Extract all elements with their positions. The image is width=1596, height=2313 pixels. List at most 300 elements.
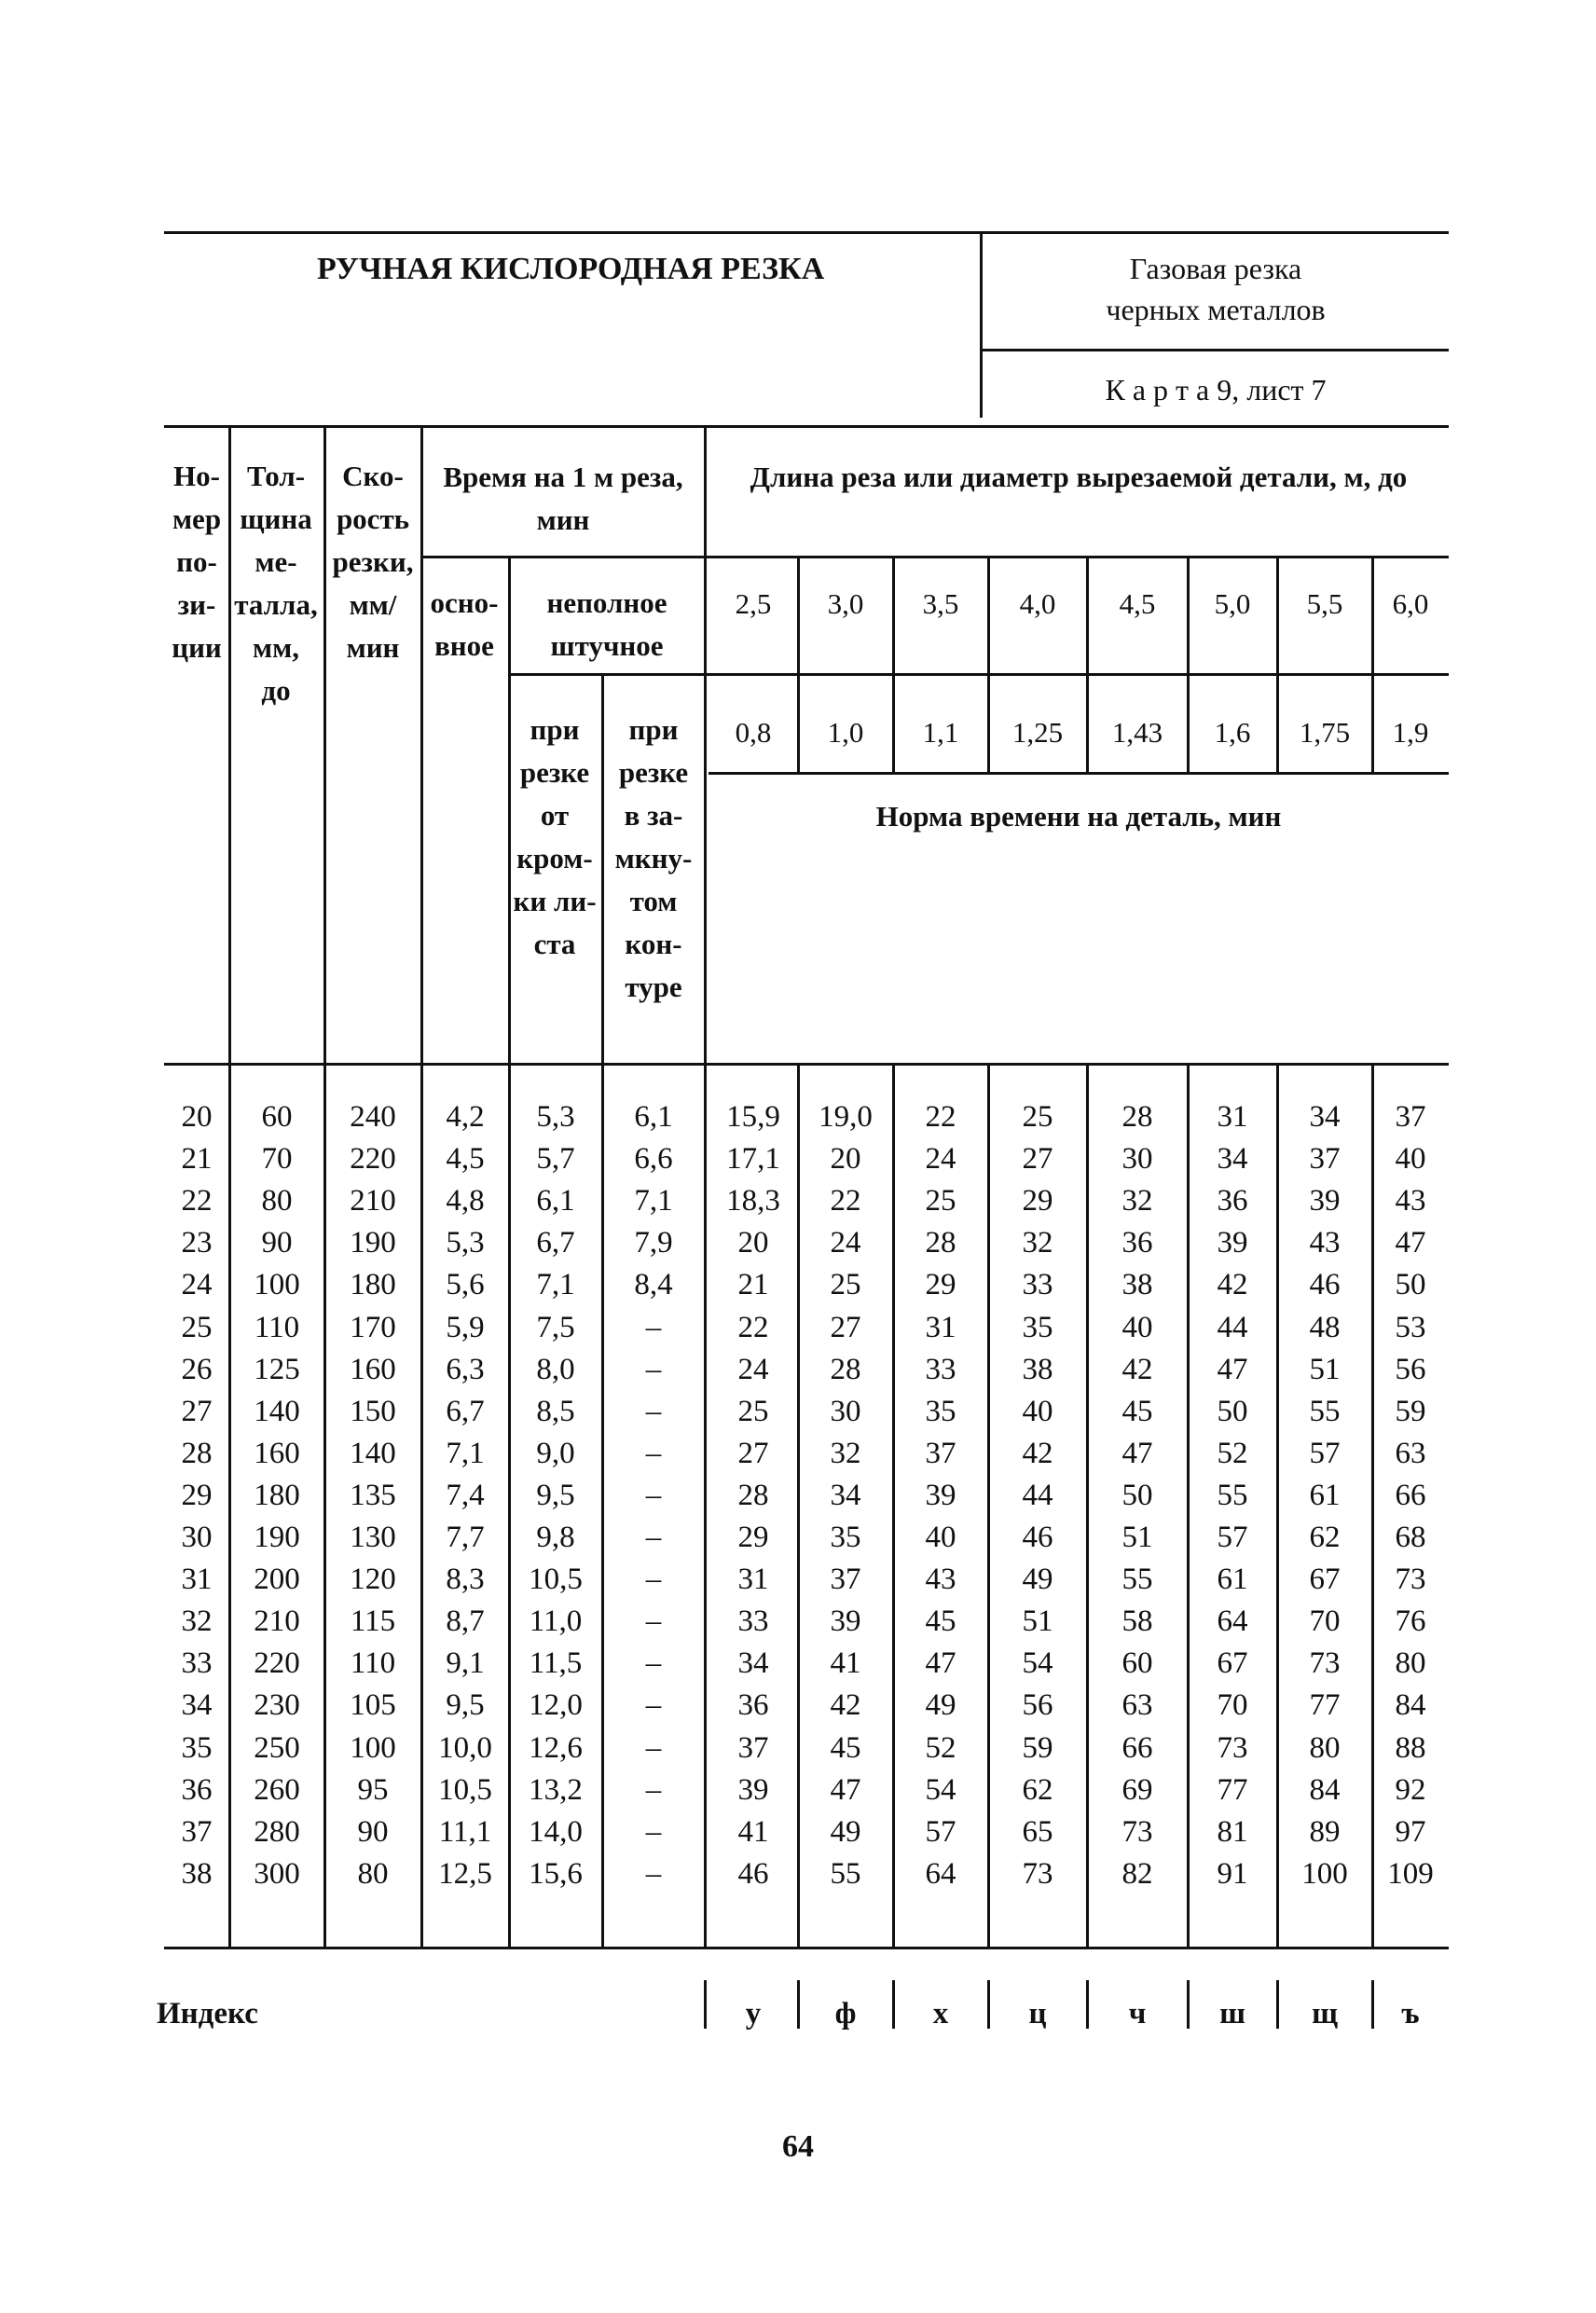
- table-cell: 24: [181, 1268, 213, 1301]
- table-cell: 56: [1395, 1353, 1426, 1386]
- table-cell: 44: [1022, 1479, 1053, 1512]
- table-cell: 84: [1309, 1773, 1341, 1807]
- table-cell: 60: [261, 1100, 293, 1134]
- index-value: ч: [1128, 1997, 1147, 2031]
- table-cell: 135: [350, 1479, 396, 1512]
- table-cell: 19,0: [819, 1100, 873, 1134]
- incomplete-header-line: штучное: [550, 629, 664, 662]
- table-cell: –: [645, 1563, 662, 1596]
- table-cell: 95: [357, 1773, 389, 1807]
- grid-line-vertical: [987, 556, 990, 772]
- table-cell: 34: [181, 1688, 213, 1722]
- table-cell: 7,4: [446, 1479, 485, 1512]
- table-cell: 32: [181, 1604, 213, 1638]
- basic-header-line: осно-: [430, 586, 499, 619]
- closed-contour-header-line: кон-: [625, 928, 682, 960]
- edge-cut-header-line: ста: [533, 928, 576, 960]
- table-cell: 160: [254, 1437, 300, 1470]
- col-group-time-per-meter: Время на 1 м реза,: [443, 461, 683, 493]
- table-cell: 100: [254, 1268, 300, 1301]
- col-header-incomplete: [509, 582, 705, 668]
- table-cell: 15,6: [529, 1857, 583, 1891]
- table-cell: 29: [737, 1521, 769, 1554]
- table-cell: 10,5: [529, 1563, 583, 1596]
- card-number: К а р т а 9, лист 7: [1105, 373, 1327, 406]
- table-cell: 25: [181, 1311, 213, 1344]
- table-cell: 80: [1395, 1646, 1426, 1680]
- table-cell: 80: [261, 1184, 293, 1218]
- table-cell: 24: [737, 1353, 769, 1386]
- table-cell: 77: [1309, 1688, 1341, 1722]
- table-cell: 200: [254, 1563, 300, 1596]
- table-cell: 115: [350, 1604, 396, 1638]
- table-cell: 6,3: [446, 1353, 485, 1386]
- index-value: х: [932, 1997, 949, 2031]
- table-cell: 73: [1121, 1815, 1153, 1849]
- table-cell: 20: [830, 1142, 861, 1176]
- table-cell: 35: [830, 1521, 861, 1554]
- table-bottom-rule: [164, 1947, 1449, 1949]
- closed-contour-header-line: мкну-: [614, 842, 693, 874]
- position-number-header-line: зи-: [177, 588, 216, 621]
- table-cell: 12,6: [529, 1731, 583, 1765]
- coefficient-value: 1,75: [1299, 716, 1351, 749]
- table-cell: 5,9: [446, 1311, 485, 1344]
- speed-header-line: резки,: [332, 545, 414, 578]
- table-cell: 65: [1022, 1815, 1053, 1849]
- table-cell: 22: [830, 1184, 861, 1218]
- table-cell: –: [645, 1311, 662, 1344]
- table-cell: 61: [1309, 1479, 1341, 1512]
- table-cell: 89: [1309, 1815, 1341, 1849]
- table-cell: 8,0: [536, 1353, 575, 1386]
- table-cell: 260: [254, 1773, 300, 1807]
- table-cell: 57: [1309, 1437, 1341, 1470]
- page-number: 64: [782, 2129, 814, 2164]
- table-cell: 29: [181, 1479, 213, 1512]
- table-cell: –: [645, 1646, 662, 1680]
- table-cell: 37: [1395, 1100, 1426, 1134]
- table-cell: 48: [1309, 1311, 1341, 1344]
- edge-cut-header-line: ки ли-: [513, 885, 597, 917]
- table-cell: 28: [830, 1353, 861, 1386]
- table-cell: 9,5: [536, 1479, 575, 1512]
- table-cell: 29: [925, 1268, 956, 1301]
- table-cell: 59: [1022, 1731, 1053, 1765]
- rule-time-sub: [421, 556, 1449, 558]
- table-cell: 7,9: [634, 1226, 673, 1260]
- table-cell: 37: [830, 1563, 861, 1596]
- table-cell: 42: [1022, 1437, 1053, 1470]
- table-cell: 64: [925, 1857, 956, 1891]
- table-cell: 34: [830, 1479, 861, 1512]
- table-cell: 46: [1022, 1521, 1053, 1554]
- table-cell: 36: [1121, 1226, 1153, 1260]
- index-value: ъ: [1401, 1997, 1420, 2031]
- col-header-speed: [324, 455, 421, 669]
- table-cell: 45: [1121, 1395, 1153, 1428]
- table-cell: 70: [1217, 1688, 1248, 1722]
- table-cell: 7,1: [634, 1184, 673, 1218]
- table-cell: –: [645, 1688, 662, 1722]
- table-cell: 62: [1022, 1773, 1053, 1807]
- table-cell: 40: [1121, 1311, 1153, 1344]
- table-cell: 13,2: [529, 1773, 583, 1807]
- table-cell: 180: [254, 1479, 300, 1512]
- table-cell: 39: [1217, 1226, 1248, 1260]
- table-cell: 34: [1309, 1100, 1341, 1134]
- table-cell: 29: [1022, 1184, 1053, 1218]
- table-cell: 76: [1395, 1604, 1426, 1638]
- index-value: ф: [834, 1997, 857, 2031]
- table-cell: 105: [350, 1688, 396, 1722]
- table-cell: 21: [737, 1268, 769, 1301]
- table-cell: 8,7: [446, 1604, 485, 1638]
- table-cell: 43: [1395, 1184, 1426, 1218]
- table-cell: 50: [1395, 1268, 1426, 1301]
- coefficient-value: 1,43: [1111, 716, 1163, 749]
- table-cell: 91: [1217, 1857, 1248, 1891]
- rule-incomplete-sub: [509, 673, 1449, 676]
- table-cell: 25: [925, 1184, 956, 1218]
- table-cell: 6,7: [536, 1226, 575, 1260]
- table-cell: 33: [737, 1604, 769, 1638]
- table-cell: 77: [1217, 1773, 1248, 1807]
- table-cell: 81: [1217, 1815, 1248, 1849]
- table-cell: 54: [925, 1773, 956, 1807]
- table-cell: 220: [254, 1646, 300, 1680]
- table-cell: 12,5: [438, 1857, 492, 1891]
- table-cell: 90: [261, 1226, 293, 1260]
- thickness-header-line: до: [261, 674, 291, 707]
- speed-header-line: рость: [336, 503, 410, 535]
- table-cell: 100: [350, 1731, 396, 1765]
- table-cell: 27: [1022, 1142, 1053, 1176]
- table-cell: 49: [1022, 1563, 1053, 1596]
- table-cell: 38: [1022, 1353, 1053, 1386]
- table-cell: 47: [1121, 1437, 1153, 1470]
- edge-cut-header-line: при: [530, 713, 580, 746]
- coefficient-value: 1,9: [1392, 716, 1429, 749]
- table-cell: 31: [737, 1563, 769, 1596]
- table-cell: 140: [254, 1395, 300, 1428]
- table-cell: 125: [254, 1353, 300, 1386]
- table-cell: 70: [261, 1142, 293, 1176]
- incomplete-header-line: неполное: [546, 586, 667, 619]
- table-cell: 9,1: [446, 1646, 485, 1680]
- index-value: щ: [1312, 1997, 1338, 2031]
- table-cell: 27: [181, 1395, 213, 1428]
- table-cell: 27: [737, 1437, 769, 1470]
- table-cell: 220: [350, 1142, 396, 1176]
- table-cell: 20: [737, 1226, 769, 1260]
- table-cell: 63: [1121, 1688, 1153, 1722]
- col-group-length: Длина реза или диаметр вырезаемой детали, м, до: [750, 461, 1408, 493]
- table-cell: 5,6: [446, 1268, 485, 1301]
- table-cell: 10,5: [438, 1773, 492, 1807]
- table-cell: 38: [181, 1857, 213, 1891]
- table-cell: 280: [254, 1815, 300, 1849]
- table-cell: 37: [925, 1437, 956, 1470]
- table-cell: 21: [181, 1142, 213, 1176]
- grid-line-vertical: [1086, 556, 1089, 772]
- table-cell: 30: [181, 1521, 213, 1554]
- table-cell: 7,5: [536, 1311, 575, 1344]
- closed-contour-header-line: в за-: [624, 799, 683, 832]
- table-cell: 5,7: [536, 1142, 575, 1176]
- table-cell: 80: [357, 1857, 389, 1891]
- table-cell: 52: [1217, 1437, 1248, 1470]
- thickness-header-line: ме-: [255, 545, 297, 578]
- table-cell: 49: [925, 1688, 956, 1722]
- table-cell: 51: [1121, 1521, 1153, 1554]
- table-cell: 8,3: [446, 1563, 485, 1596]
- position-number-header-line: по-: [176, 545, 217, 578]
- table-cell: 10,0: [438, 1731, 492, 1765]
- table-cell: 61: [1217, 1563, 1248, 1596]
- table-cell: 37: [1309, 1142, 1341, 1176]
- table-cell: 47: [1395, 1226, 1426, 1260]
- table-cell: 26: [181, 1353, 213, 1386]
- col-header-closed-contour: [602, 709, 705, 1009]
- table-cell: 6,1: [634, 1100, 673, 1134]
- table-cell: 36: [1217, 1184, 1248, 1218]
- closed-contour-header-line: туре: [625, 971, 682, 1003]
- col-header-position-number: [164, 455, 229, 669]
- table-cell: 56: [1022, 1688, 1053, 1722]
- table-cell: 23: [181, 1226, 213, 1260]
- document-title: РУЧНАЯ КИСЛОРОДНАЯ РЕЗКА: [317, 252, 825, 286]
- table-cell: 51: [1022, 1604, 1053, 1638]
- table-cell: 230: [254, 1688, 300, 1722]
- grid-line-vertical: [1371, 556, 1374, 772]
- table-cell: 28: [1121, 1100, 1153, 1134]
- table-cell: 47: [925, 1646, 956, 1680]
- table-cell: 68: [1395, 1521, 1426, 1554]
- table-cell: 17,1: [726, 1142, 780, 1176]
- coefficient-value: 1,1: [922, 716, 959, 749]
- table-cell: 28: [925, 1226, 956, 1260]
- col-group-time-unit: мин: [536, 503, 590, 536]
- table-cell: 20: [181, 1100, 213, 1134]
- table-cell: 67: [1217, 1646, 1248, 1680]
- edge-cut-header-line: кром-: [516, 842, 593, 874]
- length-value: 4,0: [1019, 587, 1056, 620]
- table-cell: 6,1: [536, 1184, 575, 1218]
- thickness-header-line: Тол-: [246, 460, 306, 492]
- header-top-rule: [164, 231, 1449, 234]
- table-cell: 7,1: [536, 1268, 575, 1301]
- table-cell: 4,2: [446, 1100, 485, 1134]
- table-cell: 11,1: [438, 1815, 492, 1849]
- table-cell: 18,3: [726, 1184, 780, 1218]
- table-cell: 47: [830, 1773, 861, 1807]
- table-cell: 33: [181, 1646, 213, 1680]
- index-value: ц: [1028, 1997, 1047, 2031]
- rule-header-bottom: [164, 1063, 1449, 1066]
- table-cell: 84: [1395, 1688, 1426, 1722]
- table-cell: –: [645, 1773, 662, 1807]
- table-cell: 6,6: [634, 1142, 673, 1176]
- closed-contour-header-line: том: [629, 885, 678, 917]
- position-number-header-line: мер: [172, 503, 222, 535]
- table-cell: 11,5: [529, 1646, 583, 1680]
- table-cell: 82: [1121, 1857, 1153, 1891]
- table-cell: 63: [1395, 1437, 1426, 1470]
- table-cell: 22: [737, 1311, 769, 1344]
- speed-header-line: мин: [346, 631, 400, 664]
- table-cell: 7,7: [446, 1521, 485, 1554]
- table-cell: 73: [1395, 1563, 1426, 1596]
- table-cell: –: [645, 1395, 662, 1428]
- table-cell: 73: [1309, 1646, 1341, 1680]
- table-cell: 40: [925, 1521, 956, 1554]
- table-cell: –: [645, 1857, 662, 1891]
- table-cell: –: [645, 1521, 662, 1554]
- table-cell: 30: [1121, 1142, 1153, 1176]
- table-cell: 190: [350, 1226, 396, 1260]
- table-cell: 180: [350, 1268, 396, 1301]
- table-cell: 46: [1309, 1268, 1341, 1301]
- table-cell: 100: [1301, 1857, 1348, 1891]
- table-cell: 46: [737, 1857, 769, 1891]
- table-cell: 34: [737, 1646, 769, 1680]
- table-cell: 57: [925, 1815, 956, 1849]
- table-cell: 11,0: [529, 1604, 583, 1638]
- grid-line-vertical: [704, 1980, 707, 2029]
- coefficient-value: 1,0: [827, 716, 864, 749]
- table-cell: 210: [254, 1604, 300, 1638]
- table-cell: 50: [1217, 1395, 1248, 1428]
- table-cell: 53: [1395, 1311, 1426, 1344]
- table-cell: 51: [1309, 1353, 1341, 1386]
- table-cell: 43: [1309, 1226, 1341, 1260]
- category-line-1: Газовая резка: [1129, 252, 1302, 285]
- table-cell: 8,4: [634, 1268, 673, 1301]
- table-cell: 31: [1217, 1100, 1248, 1134]
- grid-line-vertical: [1187, 556, 1190, 772]
- table-cell: 8,5: [536, 1395, 575, 1428]
- table-cell: 110: [350, 1646, 396, 1680]
- table-cell: 37: [737, 1731, 769, 1765]
- table-cell: 67: [1309, 1563, 1341, 1596]
- index-value: у: [745, 1997, 762, 2031]
- table-cell: 31: [925, 1311, 956, 1344]
- table-cell: –: [645, 1479, 662, 1512]
- table-cell: –: [645, 1353, 662, 1386]
- table-cell: 43: [925, 1563, 956, 1596]
- table-cell: 25: [1022, 1100, 1053, 1134]
- table-cell: 88: [1395, 1731, 1426, 1765]
- table-cell: 28: [181, 1437, 213, 1470]
- length-value: 3,5: [922, 587, 959, 620]
- table-cell: 24: [925, 1142, 956, 1176]
- table-cell: 130: [350, 1521, 396, 1554]
- table-cell: 160: [350, 1353, 396, 1386]
- table-cell: 70: [1309, 1604, 1341, 1638]
- table-cell: 55: [1309, 1395, 1341, 1428]
- table-cell: 34: [1217, 1142, 1248, 1176]
- table-cell: 42: [1217, 1268, 1248, 1301]
- table-cell: 190: [254, 1521, 300, 1554]
- table-cell: 32: [830, 1437, 861, 1470]
- table-top-rule: [164, 425, 1449, 428]
- table-cell: 69: [1121, 1773, 1153, 1807]
- table-cell: 32: [1121, 1184, 1153, 1218]
- table-cell: 45: [925, 1604, 956, 1638]
- table-cell: 31: [181, 1563, 213, 1596]
- table-cell: 58: [1121, 1604, 1153, 1638]
- table-cell: 300: [254, 1857, 300, 1891]
- length-value: 6,0: [1392, 587, 1429, 620]
- table-cell: 36: [737, 1688, 769, 1722]
- table-cell: 4,8: [446, 1184, 485, 1218]
- norm-label: Норма времени на деталь, мин: [875, 800, 1282, 833]
- category-line-2: черных металлов: [1106, 293, 1326, 326]
- speed-header-line: Ско-: [342, 460, 404, 492]
- table-cell: 25: [830, 1268, 861, 1301]
- category-rule: [980, 349, 1449, 351]
- table-cell: 5,3: [536, 1100, 575, 1134]
- grid-line-vertical: [797, 556, 800, 772]
- position-number-header-line: ции: [172, 631, 222, 664]
- table-cell: 55: [1217, 1479, 1248, 1512]
- table-cell: 25: [737, 1395, 769, 1428]
- table-cell: 39: [925, 1479, 956, 1512]
- table-cell: –: [645, 1815, 662, 1849]
- table-cell: 97: [1395, 1815, 1426, 1849]
- table-cell: 210: [350, 1184, 396, 1218]
- thickness-header-line: щина: [240, 503, 312, 535]
- table-cell: 40: [1395, 1142, 1426, 1176]
- table-cell: 49: [830, 1815, 861, 1849]
- table-cell: 42: [830, 1688, 861, 1722]
- table-cell: 55: [1121, 1563, 1153, 1596]
- table-cell: 64: [1217, 1604, 1248, 1638]
- table-cell: 33: [1022, 1268, 1053, 1301]
- col-header-edge-cut: [509, 709, 600, 966]
- table-cell: 7,1: [446, 1437, 485, 1470]
- table-cell: 30: [830, 1395, 861, 1428]
- table-cell: 170: [350, 1311, 396, 1344]
- table-cell: 36: [181, 1773, 213, 1807]
- table-cell: 80: [1309, 1731, 1341, 1765]
- table-cell: 22: [181, 1184, 213, 1218]
- table-cell: 15,9: [726, 1100, 780, 1134]
- grid-line-vertical: [1276, 556, 1279, 772]
- table-cell: 92: [1395, 1773, 1426, 1807]
- position-number-header-line: Но-: [173, 460, 220, 492]
- basic-header-line: вное: [434, 629, 494, 662]
- rule-coef-sub: [709, 772, 1449, 775]
- thickness-header-line: мм,: [253, 631, 299, 664]
- table-cell: 47: [1217, 1353, 1248, 1386]
- table-cell: 50: [1121, 1479, 1153, 1512]
- index-value: ш: [1219, 1997, 1245, 2031]
- table-cell: 24: [830, 1226, 861, 1260]
- table-cell: –: [645, 1604, 662, 1638]
- table-cell: 35: [925, 1395, 956, 1428]
- table-cell: –: [645, 1437, 662, 1470]
- length-value: 4,5: [1119, 587, 1156, 620]
- length-value: 5,0: [1214, 587, 1251, 620]
- table-cell: 62: [1309, 1521, 1341, 1554]
- table-cell: 39: [1309, 1184, 1341, 1218]
- table-cell: 41: [737, 1815, 769, 1849]
- edge-cut-header-line: от: [540, 799, 570, 832]
- table-cell: 28: [737, 1479, 769, 1512]
- col-header-basic: [421, 582, 507, 668]
